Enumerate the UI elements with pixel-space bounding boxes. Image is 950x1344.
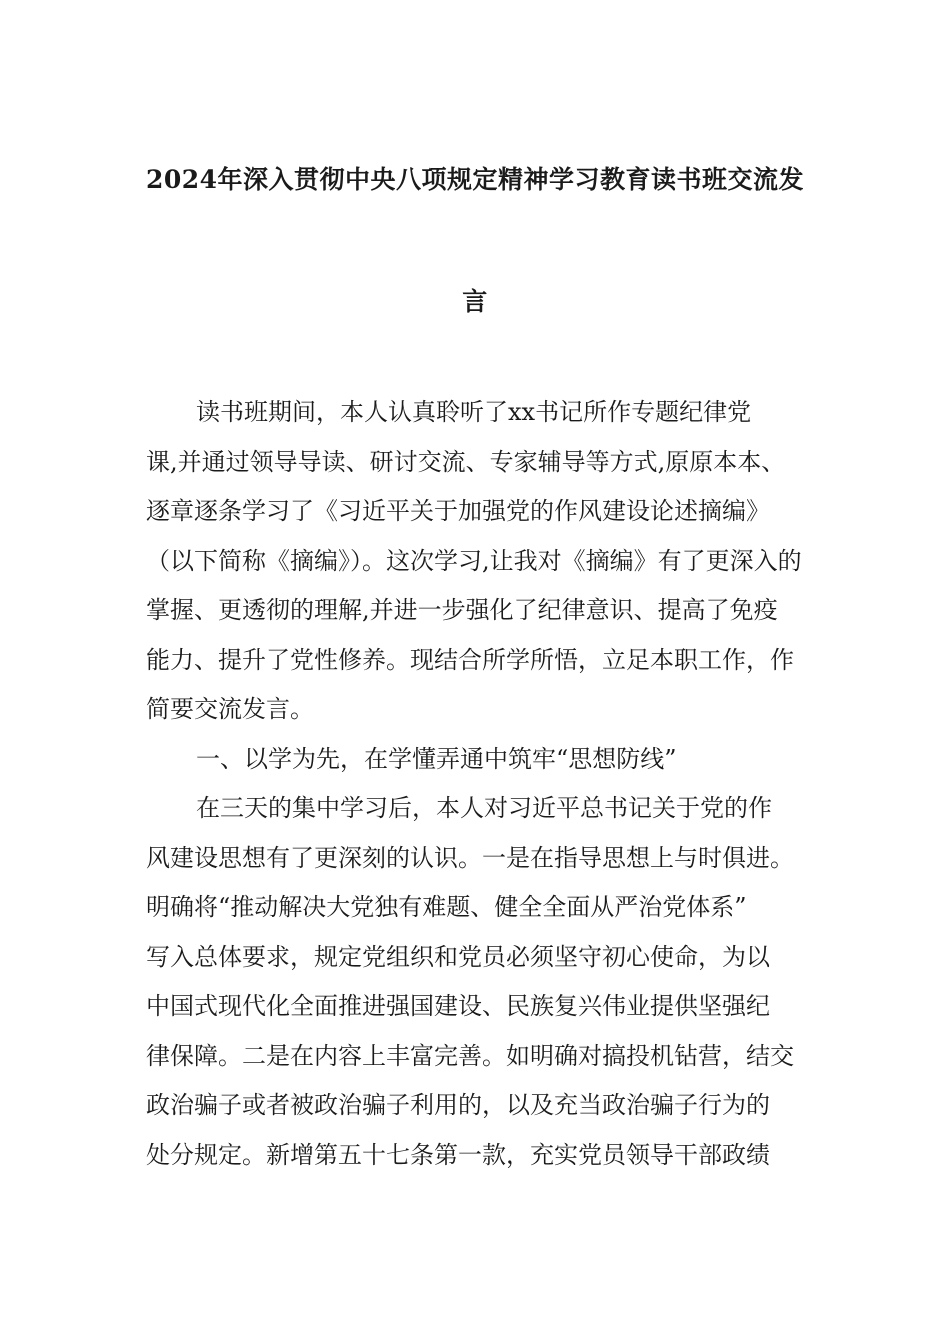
body-line: 写入总体要求，规定党组织和党员必须坚守初心使命，为以 [146,942,770,971]
body-line: 明确将“推动解决大党独有难题、健全全面从严治党体系” [146,893,747,921]
body-line: 逐章逐条学习了《习近平关于加强党的作风建设论述摘编》 [146,497,770,525]
body-line: （以下简称《摘编》）。这次学习,让我对《摘编》有了更深入的 [146,546,802,575]
body-line: 简要交流发言。 [146,695,314,723]
document-title-line-1: 2024年深入贯彻中央八项规定精神学习教育读书班交流发 [145,165,805,194]
body-line: 处分规定。新增第五十七条第一款，充实党员领导干部政绩 [146,1140,770,1169]
body-line: 风建设思想有了更深刻的认识。一是在指导思想上与时俱进。 [146,843,794,872]
document-title-line-2: 言 [462,287,488,316]
section-heading: 一、以学为先，在学懂弄通中筑牢“思想防线” [196,744,677,773]
body-line: 中国式现代化全面推进强国建设、民族复兴伟业提供坚强纪 [146,992,770,1020]
body-line: 政治骗子或者被政治骗子利用的，以及充当政治骗子行为的 [146,1091,770,1119]
body-line: 能力、提升了党性修养。现结合所学所悟，立足本职工作，作 [146,645,794,674]
document-body [146,388,836,1180]
body-line: 律保障。二是在内容上丰富完善。如明确对搞投机钻营，结交 [146,1041,794,1070]
body-line: 课,并通过领导导读、研讨交流、专家辅导等方式,原原本本、 [146,447,786,476]
body-line: 在三天的集中学习后，本人对习近平总书记关于党的作 [196,794,772,822]
body-line: 读书班期间，本人认真聆听了xx书记所作专题纪律党 [196,398,752,426]
body-line: 掌握、更透彻的理解,并进一步强化了纪律意识、提高了免疫 [146,596,778,624]
